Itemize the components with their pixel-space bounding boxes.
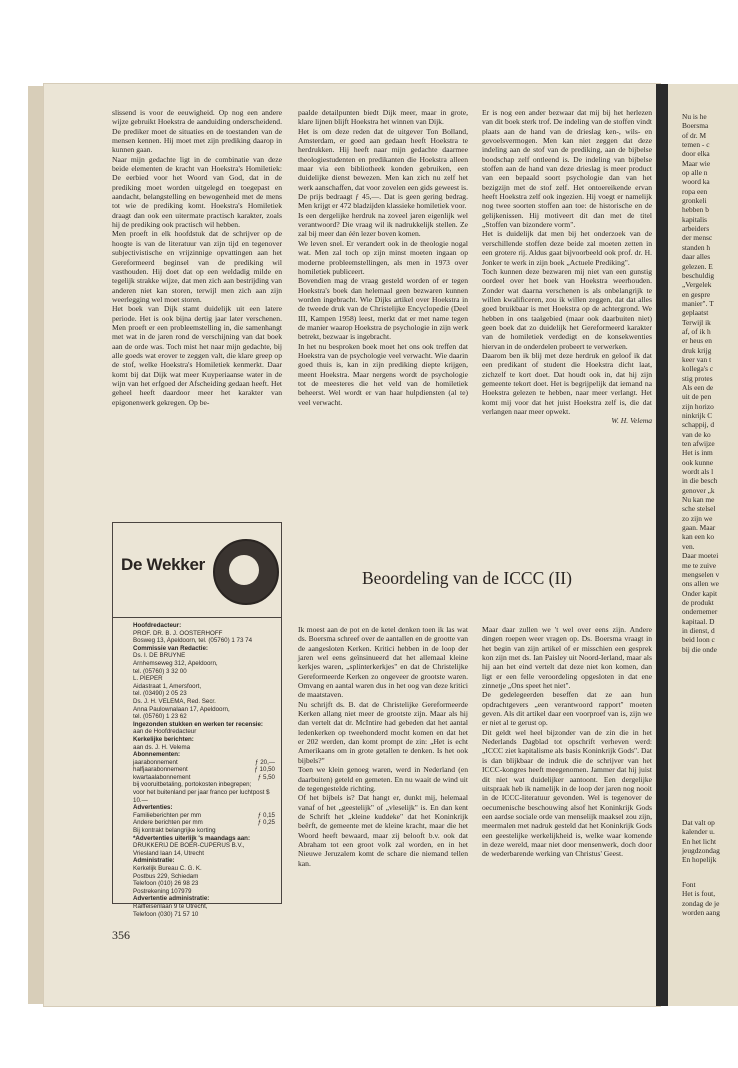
right-page-line: en gespre bbox=[682, 289, 711, 299]
paragraph: Bovendien mag de vraag gesteld worden of er tegen Hoekstra's boek dan helemaal geen bezwaren kunnen worden ingebracht. Wie Dijks artikel over Hoekstra in de tweede druk van de Christelijke Encyclopedie (Deel III, Kampen 1958) leest, merkt dat er met name tegen de manier waarop Hoekstra de psychologie in zijn werk betrekt, bezwaar is ingebracht. bbox=[298, 276, 468, 342]
right-page-line: uit de pen bbox=[682, 392, 712, 402]
paragraph: Nu schrijft ds. B. dat de Christelijke Gereformeerde Kerken allang niet meer de grootste zijn. Maar als hij dan vertelt dat dr. McIntire had gebeden dat het aantal ledenkerken op tweehonderd mocht komen en dat het er 202 werden, dan komt prompt de zin: „Het is echt Amerikaans om in grote getallen te denken. Is het ook bijbels?" bbox=[298, 699, 468, 765]
right-page-line: gronkeli bbox=[682, 196, 707, 206]
paragraph: Toen we klein genoeg waren, werd in Nederland (en daarbuiten) geteld en gemeten. En nu waait de wind uit de tegengestelde richting. bbox=[298, 765, 468, 793]
right-page-line: Maar wie bbox=[682, 158, 711, 168]
price-row bbox=[133, 812, 275, 820]
right-page-line: kapitalis bbox=[682, 214, 708, 224]
right-page-line: schappij, d bbox=[682, 420, 715, 430]
right-page-line: arbeiders bbox=[682, 224, 710, 234]
right-page-line: ook kunne bbox=[682, 457, 713, 467]
colophon-line: DRUKKERIJ DE BOER-CUPERUS B.V., bbox=[133, 842, 245, 850]
right-page-line: manier". T bbox=[682, 298, 714, 308]
price-label: jaarabonnement bbox=[133, 758, 178, 766]
masthead-title: De Wekker bbox=[121, 555, 205, 574]
right-page-column-lower bbox=[682, 818, 738, 878]
colophon-label: Commissie van Redactie: bbox=[133, 644, 208, 652]
paragraph: slissend is voor de eeuwigheid. Op nog een andere wijze gebruikt Hoekstra de aanduiding onderscheidend. De prediker moet de situaties en de toestanden van de mensen kennen. Hij moet met zijn prediking daarop in kunnen gaan. bbox=[112, 108, 282, 155]
paragraph: In het nu besproken boek moet het ons ook treffen dat Hoekstra van de psychologie veel verwacht. Wie daarin goed thuis is, kan in zijn prediking diepte krijgen, meent Hoekstra. Maar nergens wordt de psychologie tot de meesteres die het veld van de homiletiek beheerst. Wel wordt er van haar hulpdiensten (al te) veel verwacht. bbox=[298, 341, 468, 407]
price-row bbox=[133, 759, 275, 767]
paragraph: Er is nog een ander bezwaar dat mij bij het herlezen van dit boek sterk trof. De indeling van de stoffen vindt plaats aan de hand van de drieslag ken-, wils- en gevoelsvermogen. Men kan niet zeggen dat deze indeling aan de stof van de prediking, aan de bijbelse boodschap zelf ontleend is. De indeling van bijbelse stoffen aan de hand van deze drieslag is meer product van een bepaald soort psychologie dan van het bezigzijn met de stof zelf. Het ontoereikende ervan heeft Hoekstra zelf ook ingezien. Hij voegt er namelijk nog twee soorten stoffen aan toe: de historische en de gelijkenissen. Hij motiveert dit dan met de titel „Stoffen van bizondere vorm". bbox=[482, 108, 652, 230]
colophon-line: voor het buitenland per jaar franco per luchtpost $ 10.— bbox=[133, 789, 270, 804]
paragraph: We leven snel. Er verandert ook in de theologie nogal wat. Men zal toch op zijn minst moeten ingaan op moderne probleemstellingen, als men in 1973 over homiletiek publiceert. bbox=[298, 238, 468, 276]
paragraph: Het is om deze reden dat de uitgever Ton Bolland, Amsterdam, er goed aan gedaan heeft Hoekstra te herdrukken. Hij heeft naar mijn gedachte daarmee theologiestudenten en predikanten die Hoekstra alleen maar via een bibliotheek konden gebruiken, een duidelijke dienst bewezen. Men kan zich nu zelf het werk aanschaffen, dat voor zovelen een gids geweest is. De prijs bedraagt ƒ 45,—. Dat is geen gering bedrag. Men krijgt er 472 bladzijden klassieke homiletiek voor. bbox=[298, 126, 468, 211]
right-page-line: beschuldig bbox=[682, 270, 715, 280]
right-page-line: Terwijl ik bbox=[682, 317, 711, 327]
right-page-line: Boersma bbox=[682, 121, 709, 131]
right-page-line: ven. bbox=[682, 541, 695, 551]
author-signature: W. H. Velema bbox=[611, 416, 652, 426]
paragraph: Maar daar zullen we 't wel over eens zijn. Andere dingen roepen weer vragen op. Ds. Boersma vraagt in het begin van zijn artikel of er misschien een gesprek kon zijn met ds. Ian Paisley uit Noord-Ierland, maar als hij aan het eind vertelt dat deze niet kon komen, dan ligt er een felle veroordeling opgesloten in dat ene zinnetje „Ons speet het niet". bbox=[482, 625, 652, 691]
right-page-line: kollega's c bbox=[682, 364, 714, 374]
right-page-line: beid loon c bbox=[682, 635, 715, 645]
right-page-line: of dr. M bbox=[682, 130, 707, 140]
colophon-label: Advertentie administratie: bbox=[133, 895, 210, 903]
right-page-line: bij die onde bbox=[682, 644, 717, 654]
price-value: ƒ 5,50 bbox=[257, 773, 275, 781]
right-page-line: er heus en bbox=[682, 336, 712, 346]
colophon-label: Kerkelijke berichten: bbox=[133, 735, 194, 743]
colophon-header bbox=[113, 523, 281, 618]
colophon-label: *Advertenties uiterlijk 's maandags aan: bbox=[133, 834, 251, 842]
right-page-line: zijn horizo bbox=[682, 401, 714, 411]
right-page-line: me te zuive bbox=[682, 560, 717, 570]
right-page-line: „Vergelek bbox=[682, 280, 712, 290]
right-page-line: Onder kapit bbox=[682, 588, 718, 598]
colophon-line: Arnhemseweg 312, Apeldoorn, bbox=[133, 659, 218, 667]
paragraph: Ik moest aan de pot en de ketel denken toen ik las wat ds. Boersma schreef over de aantallen en de grootte van de aangesloten Kerken. Kritici hebben in de loop der jaren wel eens geïnsinueerd dat het allemaal kleine kerkjes waren, „splinterkerkjes" en dat de Christelijke Gereformeerde Kerken zo ongeveer de grootste waren. Omvang en aantal waren dus in het oog van deze kritici de maatstaven. bbox=[298, 625, 468, 700]
church-seal-icon bbox=[213, 539, 279, 605]
colophon-line: tel. (05760) 1 23 62 bbox=[133, 713, 187, 721]
paragraph: Het is duidelijk dat men bij het onderzoek van de verschillende stoffen deze beide zal moeten zetten in een grotere rij. Aldus gaat bijvoorbeeld ook prof. dr. H. Jonker te werk in zijn boek „Actuele Prediking". bbox=[482, 229, 652, 267]
right-page-line: ropa een bbox=[682, 186, 708, 196]
page-number: 356 bbox=[112, 928, 130, 942]
paragraph: Toch kunnen deze bezwaren mij niet van een gunstig oordeel over het boek van Hoekstra weerhouden. Zonder wat daarna verschenen is als onbelangrijk te willen kwalificeren, zou ik willen zeggen, dat dat alles goed bruikbaar is met Hoekstra op de achtergrond. We hebben in ons taalgebied (maar ook daarbuiten niet) geen boek dat zo duidelijk het Gereformeerd karakter van de homiletiek verdedigt en de konsekwenties hiervan in de onderdelen probeert te verwerken. bbox=[482, 266, 652, 351]
right-page-line: kapitaal. D bbox=[682, 616, 715, 626]
colophon-line: Anna Paulownalaan 17, Apeldoorn, bbox=[133, 705, 230, 713]
paragraph: De gedelegeerden beseffen dat ze aan hun opdrachtgevers „een verantwoord rapport" moeten geven. Als dit artikel daar een voorproef van is, zijn we er niet al te gerust op. bbox=[482, 690, 652, 728]
price-row bbox=[133, 766, 275, 774]
right-page-line: standen h bbox=[682, 242, 711, 252]
right-page-line: woord ka bbox=[682, 177, 710, 187]
right-page-line: gaan. Maar bbox=[682, 523, 716, 533]
price-label: Andere berichten per mm bbox=[133, 819, 203, 827]
colophon-line: bij vooruitbetaling, portokosten inbegrepen; bbox=[133, 781, 252, 789]
right-page-line: Het is fout, bbox=[682, 889, 716, 899]
colophon-line: Raiffeisenlaan 9 te Utrecht, bbox=[133, 902, 208, 910]
right-page-line: En hopelijk bbox=[682, 855, 717, 865]
paragraph: Men proeft in elk hoofdstuk dat de schrijver op de hoogte is van de literatuur van zijn tijd en tegenover subjectivistische en vrijzinnige opvattingen aan het Gereformeerd beginsel van de prediking wil vasthouden. Hij doet dat op een weldadig milde en tegelijk strakke wijze, dat men zich aan bestrijding van anderen niet kan storen, terwijl men zich aan zijn weerlegging wel moet storen. bbox=[112, 229, 282, 304]
colophon-line: tel. (05760) 3 32 00 bbox=[133, 667, 187, 675]
price-label: kwartaalabonnement bbox=[133, 773, 191, 781]
right-page-line: in dienst, d bbox=[682, 625, 715, 635]
paragraph: Naar mijn gedachte ligt in de combinatie van deze beide elementen de kracht van Hoekstra's Homiletiek: De eerbied voor het Woord van God, dat in de prediking moet worden uitgelegd en toegepast en aandacht, belangstelling en bewogenheid met de mens tot wie de prediking komt. Hoekstra's Homiletiek draagt dan ook een uitermate practisch karakter, zoals hij de prediking ook practisch wil hebben. bbox=[112, 154, 282, 230]
right-page-line: hebben b bbox=[682, 205, 709, 215]
right-page-line: Als een de bbox=[682, 382, 714, 392]
price-row bbox=[133, 819, 275, 827]
price-value: ƒ 0,15 bbox=[257, 811, 275, 819]
price-value: ƒ 10,50 bbox=[254, 766, 275, 774]
right-page-line: ons allen we bbox=[682, 579, 719, 589]
right-page-line: kalender u. bbox=[682, 827, 715, 837]
right-page-line: stig protes bbox=[682, 373, 713, 383]
right-page-line: ondernemer bbox=[682, 607, 718, 617]
colophon-line: Telefoon (010) 26 98 23 bbox=[133, 880, 199, 888]
colophon-label: Abonnementen: bbox=[133, 751, 181, 759]
colophon-line: Ds. J. H. VELEMA, Red. Secr. bbox=[133, 697, 216, 705]
price-label: Familieberichten per mm bbox=[133, 811, 202, 819]
right-page-line: Nu is he bbox=[682, 112, 707, 121]
paragraph: Het boek van Dijk stamt duidelijk uit een latere periode. Het is ook bijna dertig jaar later verschenen. Men proeft er een probleemstelling in, die samenhangt met wat in de jaren rond de verschijning van dat boek aan de orde was. Toch mist het naar mijn gedachte, bij alle goeds wat erover te zeggen valt, die klare greep op de stof, welke Hoekstra's Homiletiek kenmerkt. Daar komt bij dat Dijk wat meer Kuyperiaanse water in de wijn van het erfgoed der Afscheiding gedaan heeft. Het geheel heeft daardoor meer het karakter van epigonenwerk gekregen. Op be- bbox=[112, 304, 282, 407]
right-page-footer-column bbox=[682, 880, 738, 930]
article-column-3 bbox=[482, 108, 652, 538]
colophon-line: Postrekening 107979 bbox=[133, 887, 192, 895]
right-page-line: door elka bbox=[682, 149, 710, 159]
right-page-line: Font bbox=[682, 880, 696, 889]
paragraph: Daarom ben ik blij met deze herdruk en geloof ik dat een predikant of student die Hoekstra dicht laat, zichzelf te kort doet. Dat houdt ook in, dat hij zijn gemeente tekort doet. Het is begrijpelijk dat iemand na Hoekstra gelezen te hebben, naar meer verlangt. Het komt mij voor dat het juist Hoekstra zelf is, die dat verlangen naar meer opwekt. bbox=[482, 350, 652, 416]
colophon-line: Kerkelijk Bureau C. G. K. bbox=[133, 865, 202, 872]
right-page-line: ten afwijze bbox=[682, 439, 715, 449]
colophon-line: Ds. I. DE BRUYNE bbox=[133, 652, 186, 660]
colophon-line: aan de Hoofdredacteur bbox=[133, 728, 197, 736]
article-column-1 bbox=[112, 108, 282, 493]
right-page-line: zondag de je bbox=[682, 898, 720, 908]
right-page-line: worden aang bbox=[682, 908, 720, 918]
right-page-line: keer van t bbox=[682, 354, 712, 364]
right-page-column bbox=[682, 112, 738, 832]
colophon-line: Bij kontrakt belangrijke korting bbox=[133, 827, 216, 835]
right-page-line: druk krijg bbox=[682, 345, 712, 355]
paragraph: Is een dergelijke herdruk na zoveel jaren eigenlijk wel verantwoord? Die vraag wil ik nadrukkelijk stellen. Ze zal bij meer dan één lezer boven komen. bbox=[298, 210, 468, 239]
right-page-line: kan een ko bbox=[682, 532, 715, 542]
colophon-line: Aidastraat 1, Amersfoort, bbox=[133, 682, 202, 690]
price-value: ƒ 0,25 bbox=[257, 819, 275, 827]
article-2-column-2 bbox=[482, 625, 652, 915]
price-value: ƒ 20,— bbox=[255, 758, 275, 766]
colophon-label: Administratie: bbox=[133, 857, 175, 865]
right-page-line: Daar moetei bbox=[682, 551, 719, 561]
right-page-line: Dat valt op bbox=[682, 818, 715, 827]
right-page-line: Het is inm bbox=[682, 448, 713, 458]
right-page-line: temen - c bbox=[682, 140, 710, 150]
colophon-line: PROF. DR. B. J. OOSTERHOFF bbox=[133, 629, 223, 637]
right-page-line: zo zijn we bbox=[682, 513, 713, 523]
colophon-details bbox=[113, 618, 281, 918]
colophon-line: Vriesland laan 14, Utrecht bbox=[133, 849, 204, 857]
colophon-line: L. PIEPER bbox=[133, 675, 163, 683]
colophon-line: Postbus 229, Schiedam bbox=[133, 872, 199, 880]
colophon-label: Ingezonden stukken en werken ter recensie: bbox=[133, 720, 263, 728]
colophon-label: Advertenties: bbox=[133, 804, 173, 812]
right-page-line: in die besch bbox=[682, 476, 718, 486]
right-page-line: op alle n bbox=[682, 168, 708, 178]
paragraph: paalde detailpunten biedt Dijk meer, maar in grote, klare lijnen blijft Hoekstra het winnen van Dijk. bbox=[298, 108, 468, 127]
right-page-line: daar alles bbox=[682, 252, 711, 262]
price-row bbox=[133, 774, 275, 782]
right-page-line: jeugdzondag bbox=[682, 846, 720, 856]
right-page-line: wordt als l bbox=[682, 467, 714, 477]
right-page-line: genover „k bbox=[682, 485, 715, 495]
right-page-line: geplaatst bbox=[682, 308, 709, 318]
paragraph: Dit geldt wel heel bijzonder van de zin die in het Nederlands Dagblad tot opschrift verheven werd: „ICCC ziet kapitalisme als basis Koninkrijk Gods". Dat is dan blijkbaar de indruk die de schrijver van het ICCC-kongres heeft meegenomen. Jammer dat hij juist dit niet wat duidelijker aantoont. Een dergelijke uitspraak heb ik namelijk in de loop der jaren nog nooit in de ICCC-literatuur gevonden. Wel is tegenover de oecumenische beschouwing alsof het Koninkrijk Gods een aardse sociale orde van menselijk maaksel zou zijn, meermalen met nadruk gesteld dat het Koninkrijk Gods een geestelijke werkelijkheid is, welke waar komende in deze wereld, maar niet door mensenwerk, doch door de wederbarende werking van Christus' Geest. bbox=[482, 727, 652, 859]
colophon-line: aan ds. J. H. Velema bbox=[133, 743, 191, 751]
article-heading: Beoordeling van de ICCC (II) bbox=[362, 568, 572, 588]
paragraph: Of het bijbels is? Dat hangt er, dunkt mij, helemaal vanaf of het „geestelijk" of „vleselijk" is. En dan kent de Schrift het „kleine kuddeke" dat het Koninkrijk beërft, de gemeente met de kleine kracht, maar die het Woord heeft bewaard, maar zij belooft b.v. ook dat Abraham tot een groot volk zal worden, en in het Nieuwe Jeruzalem komt de schare die niemand tellen kan. bbox=[298, 793, 468, 868]
right-page-line: af, of ik h bbox=[682, 326, 711, 336]
right-page-line: ninkrijk C bbox=[682, 411, 713, 420]
right-page-line: van de ko bbox=[682, 429, 711, 439]
colophon-label: Hoofdredacteur: bbox=[133, 622, 182, 629]
article-2-column-1 bbox=[298, 625, 468, 910]
colophon-box bbox=[112, 522, 282, 918]
colophon-line: Telefoon (030) 71 57 10 bbox=[133, 910, 199, 918]
right-page-line: der mensc bbox=[682, 233, 713, 243]
right-page-line: Nu kan me bbox=[682, 495, 715, 505]
right-page-line: mengselen v bbox=[682, 569, 720, 579]
price-label: halfjaarabonnement bbox=[133, 766, 188, 774]
right-page-line: gelezen. E bbox=[682, 261, 713, 271]
article-column-2 bbox=[298, 108, 468, 528]
right-page-line: En het licht bbox=[682, 836, 717, 846]
colophon-line: tel. (03490) 2 05 23 bbox=[133, 690, 187, 698]
colophon-line: Bosweg 13, Apeldoorn, tel. (05760) 1 73 74 bbox=[133, 637, 253, 645]
right-page-line: de produkt bbox=[682, 597, 714, 607]
book-gutter bbox=[656, 84, 668, 1006]
right-page-line: sche stelsel bbox=[682, 504, 716, 514]
